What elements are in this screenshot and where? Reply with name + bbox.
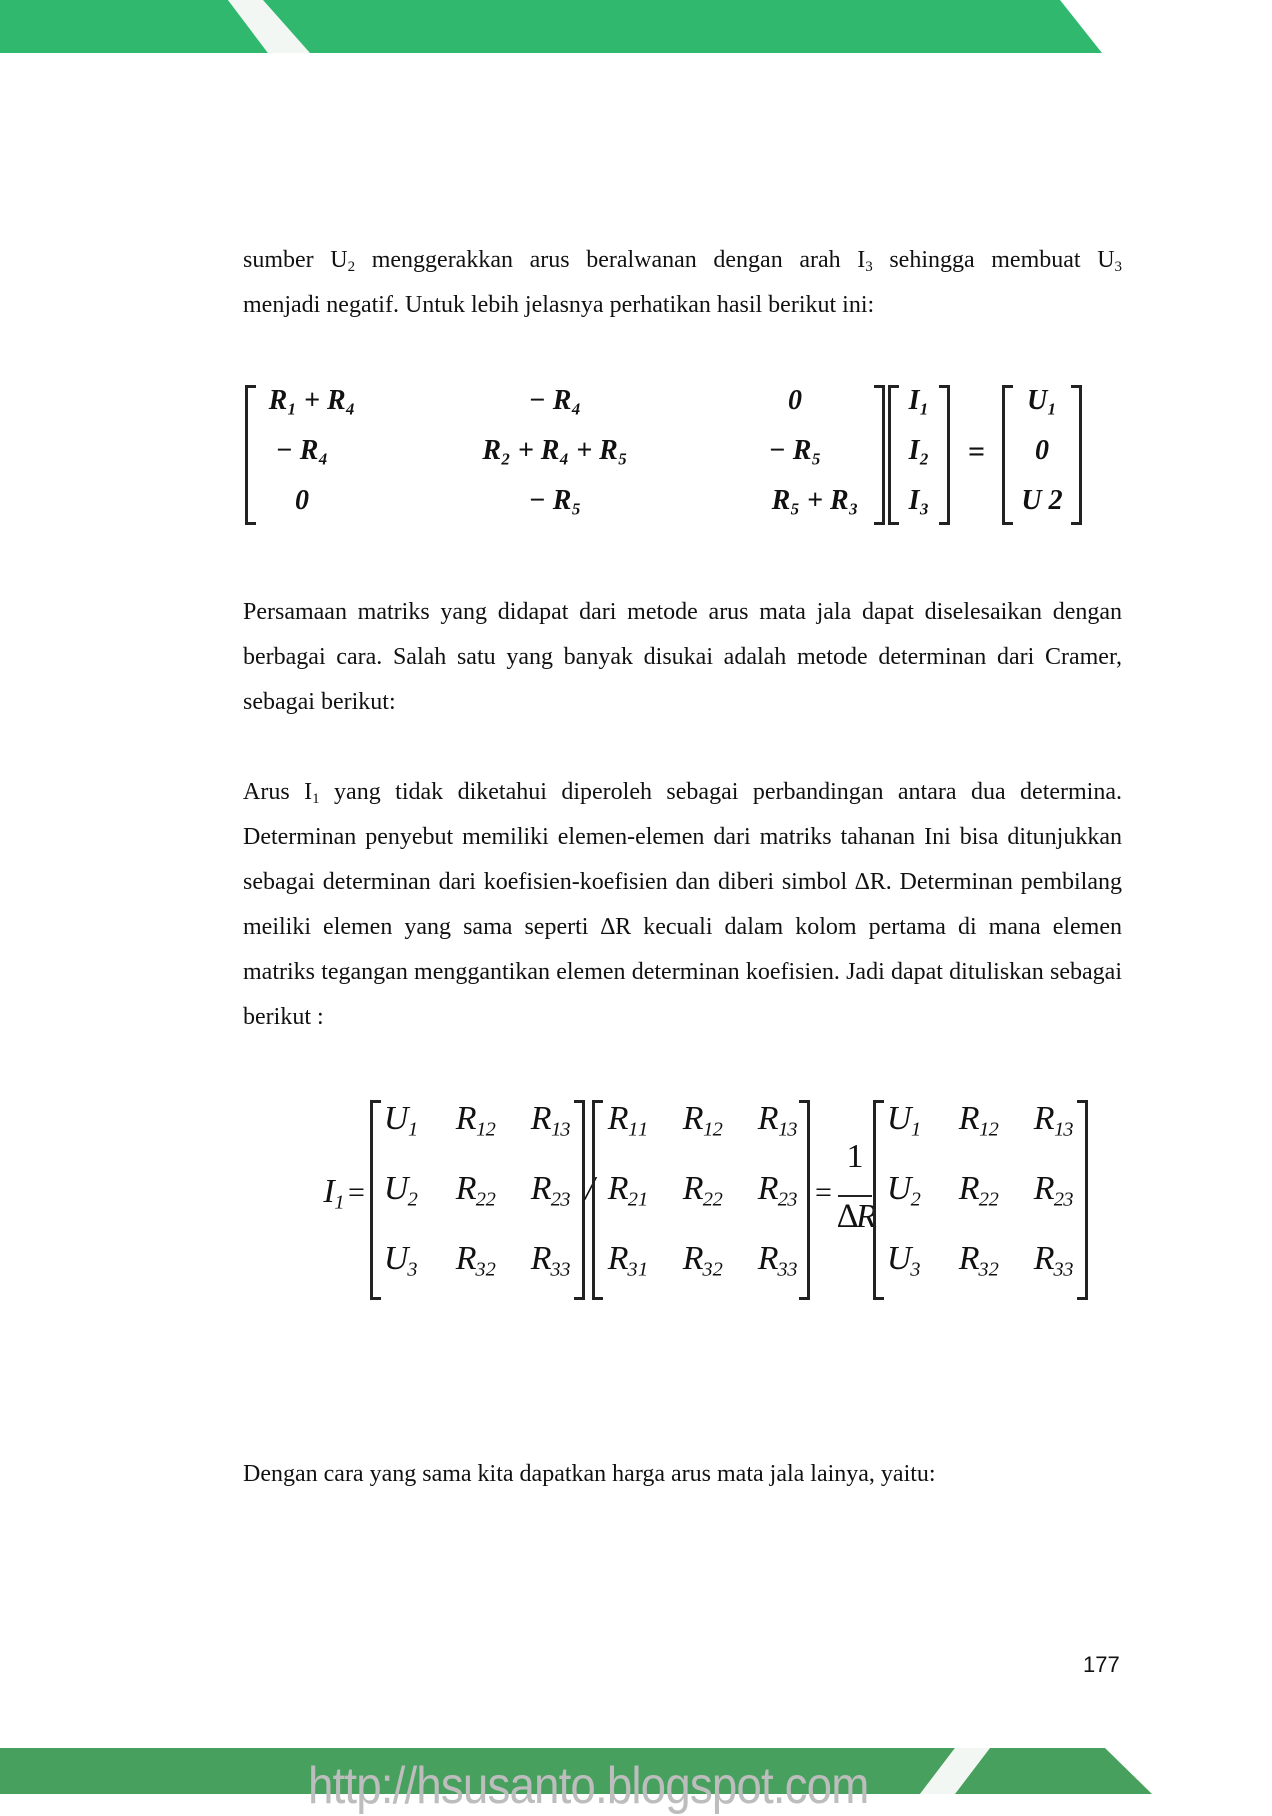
- matrix-cell: U₃: [886, 1240, 920, 1277]
- matrix-cell: R₂₂: [682, 1170, 722, 1207]
- watermark-url: http://hsusanto.blogspot.com: [308, 1757, 869, 1815]
- paragraph-2: Persamaan matriks yang didapat dari metode arus mata jala dapat diselesaikan dengan berbagai cara. Salah satu yang banyak disukai adalah metode determinan dari Cramer, sebagai berikut:: [243, 599, 1122, 715]
- vector-cell: U 2: [1021, 485, 1063, 516]
- matrix-cell: R₃₃: [1033, 1240, 1073, 1277]
- matrix-cell: R₃₁: [607, 1240, 647, 1277]
- matrix-cell: R₁₁: [607, 1100, 647, 1137]
- matrix-cell: R₁₂: [455, 1100, 495, 1137]
- matrix-cell: 0: [788, 385, 802, 416]
- lhs-current: I₁: [323, 1173, 343, 1210]
- vector-cell: I₁: [908, 385, 930, 416]
- matrix-cell: U₂: [886, 1170, 920, 1207]
- matrix-cell: U₃: [383, 1240, 417, 1277]
- matrix-cell: U₂: [383, 1170, 417, 1207]
- matrix-cell: − R₅: [528, 485, 582, 516]
- matrix-cell: R₂₃: [757, 1170, 797, 1207]
- current-vector: [888, 385, 950, 525]
- resistance-matrix: [245, 385, 885, 525]
- matrix-cell: R₂₃: [1033, 1170, 1073, 1207]
- matrix-cell: U₁: [886, 1100, 920, 1137]
- fraction-numerator: 1: [846, 1138, 862, 1175]
- matrix-cell: R₁₂: [682, 1100, 722, 1137]
- matrix-cell: R₃₃: [530, 1240, 570, 1277]
- fraction-denominator: ∆R: [837, 1198, 875, 1235]
- top-decorative-banner: [0, 0, 1272, 56]
- matrix-cell: R₂ + R₄ + R₅: [482, 435, 628, 466]
- paragraph-4: Dengan cara yang sama kita dapatkan harga arus mata jala lainya, yaitu:: [243, 1461, 936, 1487]
- matrix-cell: U₁: [383, 1100, 417, 1137]
- equals-sign: =: [815, 1176, 832, 1209]
- equals-sign: =: [348, 1176, 365, 1209]
- paragraph-3: Arus $I_1$ yang tidak diketahui diperoleh sebagai perbandingan antara dua determina. Determinan penyebut memiliki elemen-elemen dari matriks tahanan Ini bisa ditunjukkan sebagai determinan dari koefisien-koefisien dan diberi simbol ∆R. Determinan pembilang meiliki elemen yang sama seperti ∆R kecuali dalam kolom pertama di mana elemen matriks tegangan menggantikan elemen determinan koefisien. Jadi dapat dituliskan sebagai berikut :: [243, 779, 1123, 1030]
- matrix-cell: 0: [295, 485, 309, 516]
- p1-line-1: sumber $U_2$ menggerakkan arus beralwanan dengan arah $I_3$ sehingga membuat $U_3$: [243, 247, 1123, 275]
- fraction-bar: [838, 1195, 872, 1197]
- matrix-cell: R₃₂: [682, 1240, 722, 1277]
- matrix-cell: R₂₂: [455, 1170, 495, 1207]
- fraction: [836, 1138, 876, 1258]
- matrix-cell: − R₄: [528, 385, 582, 416]
- vector-cell: I₂: [908, 435, 930, 466]
- denominator-matrix: [592, 1100, 810, 1300]
- vector-cell: U₁: [1027, 385, 1057, 416]
- bracket-right: [1077, 1100, 1088, 1300]
- matrix-cell: R₁ + R₄: [268, 385, 356, 416]
- matrix-cell: − R₄: [275, 435, 329, 466]
- bracket-left: [245, 385, 256, 525]
- division-slash: /: [585, 1170, 593, 1207]
- cramer-rule-equation: [318, 1098, 1088, 1308]
- equals-sign: =: [968, 435, 986, 468]
- vector-cell: 0: [1035, 435, 1049, 466]
- matrix-cell: R₃₃: [757, 1240, 797, 1277]
- matrix-cell: R₅ + R₃: [771, 485, 859, 516]
- matrix-cell: R₃₂: [958, 1240, 998, 1277]
- matrix-cell: R₁₃: [1033, 1100, 1073, 1137]
- matrix-cell: R₂₂: [958, 1170, 998, 1207]
- p1-line-2: menjadi negatif. Untuk lebih jelasnya perhatikan hasil berikut ini:: [243, 292, 875, 318]
- matrix-cell: R₁₃: [530, 1100, 570, 1137]
- matrix-cell: R₁₃: [757, 1100, 797, 1137]
- matrix-cell: R₂₁: [607, 1170, 647, 1207]
- voltage-vector: [1002, 385, 1082, 525]
- matrix-cell: R₃₂: [455, 1240, 495, 1277]
- numerator-matrix: [370, 1100, 585, 1300]
- paragraph-1: [243, 238, 1122, 328]
- matrix-cell: − R₅: [768, 435, 822, 466]
- matrix-cell: R₁₂: [958, 1100, 998, 1137]
- vector-cell: I₃: [908, 485, 930, 516]
- mesh-current-matrix-equation: [245, 385, 1085, 530]
- result-matrix: [873, 1100, 1088, 1300]
- matrix-cell: R₂₃: [530, 1170, 570, 1207]
- page-number: 177: [1083, 1652, 1120, 1677]
